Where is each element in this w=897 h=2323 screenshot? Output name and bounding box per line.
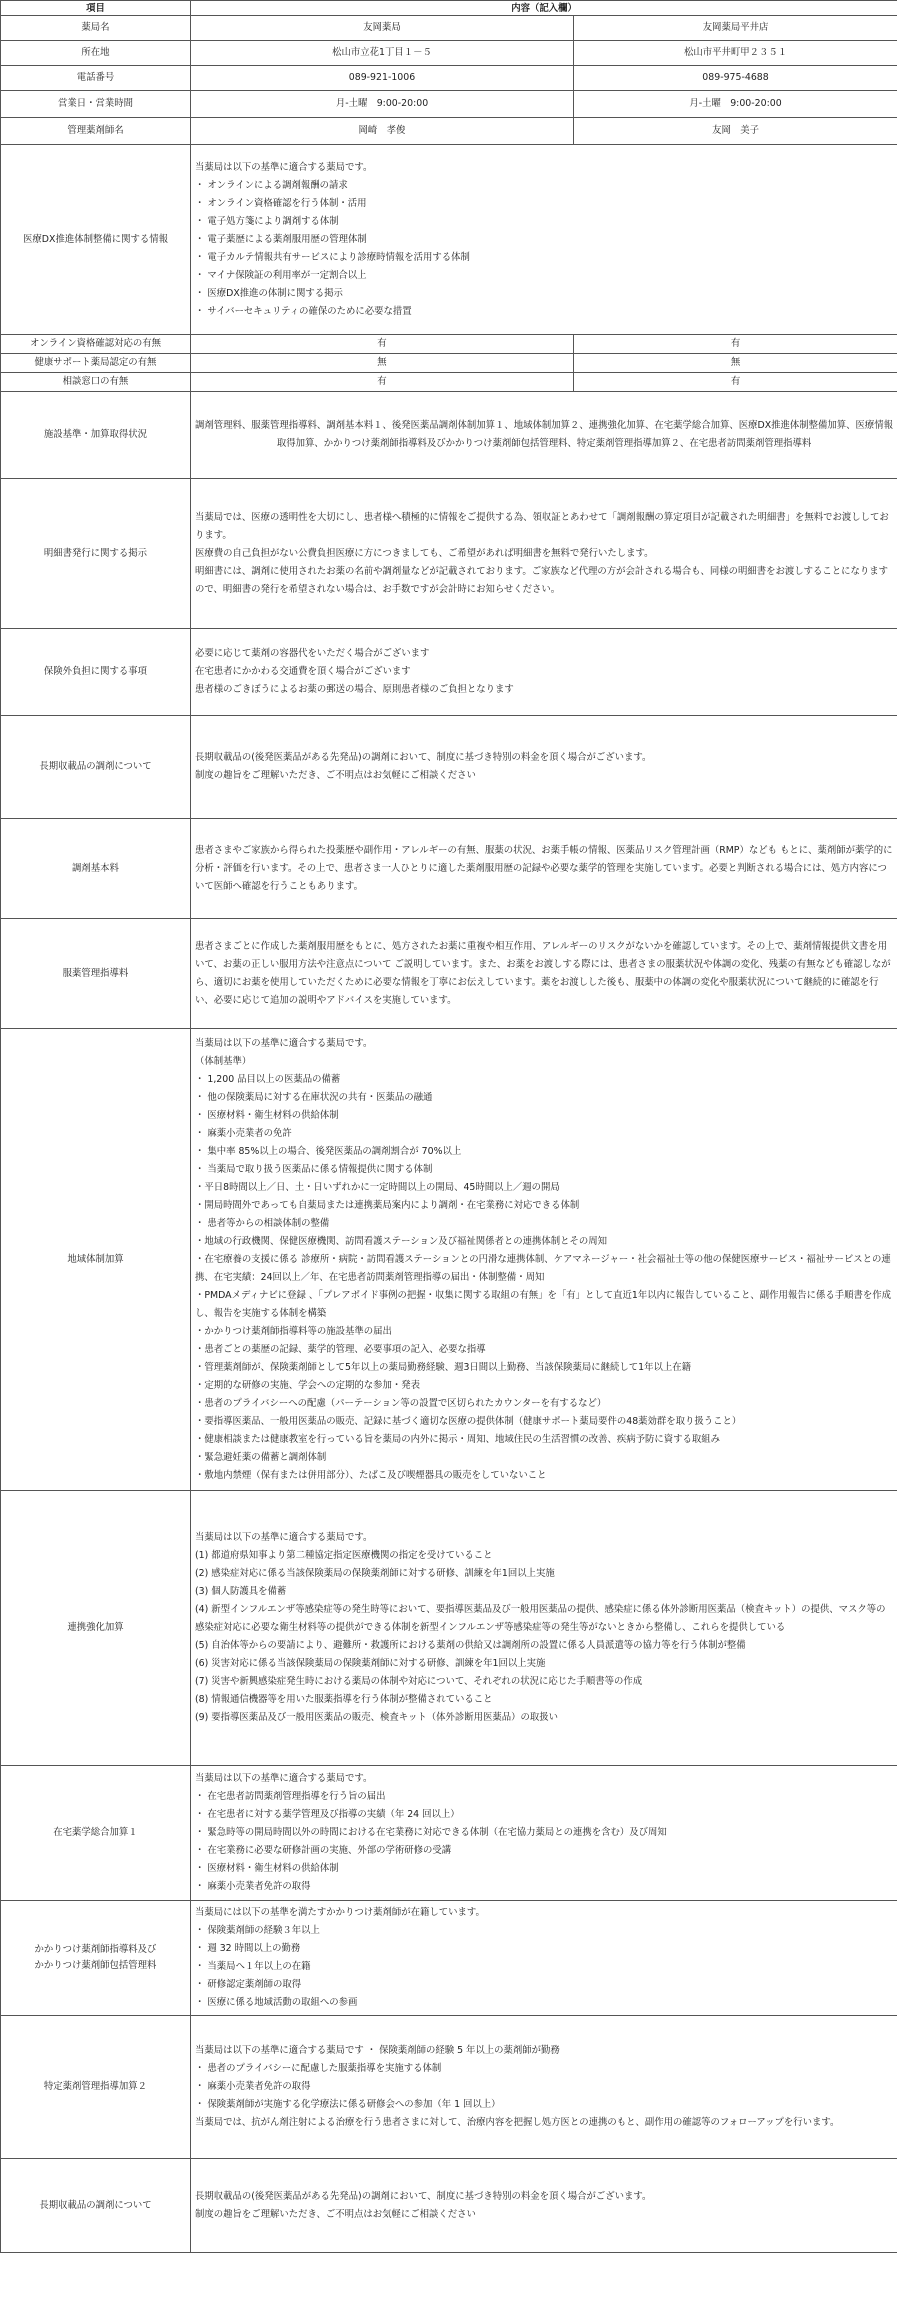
table-row bbox=[1, 716, 897, 819]
text-line: ・ 医療DX推進の体制に関する掲示 bbox=[195, 287, 343, 299]
store1-value: 月-土曜 9:00-20:00 bbox=[191, 91, 574, 118]
text-line: ・在宅療養の支援に係る 診療所・病院・訪問看護ステーションとの円滑な連携体制、ケアマネージャー・社会福祉士等の他の保健医療サービス・福祉サービスとの連携、在宅実績：24回以上／年、在宅患者訪問薬剤管理指導の届出・体制整備・周知 bbox=[195, 1253, 891, 1283]
row-label: 長期収載品の調剤について bbox=[1, 716, 191, 819]
text-line: ・ 電子薬歴による薬剤服用歴の管理体制 bbox=[195, 233, 367, 245]
text-line: ・ 在宅患者訪問薬剤管理指導を行う旨の届出 bbox=[195, 1791, 386, 1802]
row-label bbox=[1, 1901, 191, 2016]
row-label: 保険外負担に関する事項 bbox=[1, 629, 191, 716]
text-line: ・地域の行政機関、保健医療機関、訪問看護ステーション及び福祉関係者との連携体制とその周知 bbox=[195, 1235, 607, 1247]
facility-content: 調剤管理料、服薬管理指導料、調剤基本料１、後発医薬品調剤体制加算１、地域体制加算２、連携強化加算、在宅薬学総合加算、医療DX推進体制整備加算、医療情報取得加算、かかりつけ薬剤師指導料及びかかりつけ薬剤師包括管理料、特定薬剤管理指導加算２、在宅患者訪問薬剤管理指導料 bbox=[191, 392, 897, 479]
text-line: ・ サイバーセキュリティの確保のために必要な措置 bbox=[195, 305, 412, 317]
text-line: 必要に応じて薬剤の容器代をいただく場合がございます bbox=[195, 648, 430, 659]
row-label: 施設基準・加算取得状況 bbox=[1, 392, 191, 479]
store2-value: 友岡薬局平井店 bbox=[574, 16, 897, 41]
text-line: 患者様のごきぼうによるお薬の郵送の場合、原則患者様のご負担となります bbox=[195, 684, 514, 695]
header-row bbox=[1, 1, 897, 16]
table-row bbox=[1, 145, 897, 335]
text-line: (3) 個人防護具を備蓄 bbox=[195, 1586, 287, 1597]
store2-value: 無 bbox=[574, 354, 897, 373]
table-row bbox=[1, 91, 897, 118]
text-line: 当薬局は以下の基準に適合する薬局です。 bbox=[195, 1532, 373, 1543]
community-content bbox=[191, 1029, 897, 1491]
text-line: ・管理薬剤師が、保険薬剤師として5年以上の薬局勤務経験、週3日間以上勤務、当該保険薬局に継続して1年以上在籍 bbox=[195, 1361, 692, 1373]
text-line: ・緊急避妊薬の備蓄と調剤体制 bbox=[195, 1451, 327, 1463]
row-label: 長期収載品の調剤について bbox=[1, 2159, 191, 2253]
row-label: 連携強化加算 bbox=[1, 1491, 191, 1766]
row-label: 健康サポート薬局認定の有無 bbox=[1, 354, 191, 373]
longterm-content bbox=[191, 2159, 897, 2253]
dx-content bbox=[191, 145, 897, 335]
header-content: 内容（記入欄） bbox=[191, 1, 897, 16]
store2-value: 友岡 美子 bbox=[574, 118, 897, 145]
row-label: 在宅薬学総合加算１ bbox=[1, 1766, 191, 1901]
text-line: ・ 患者等からの相談体制の整備 bbox=[195, 1217, 330, 1229]
text-line: ・ 他の保険薬局に対する在庫状況の共有・医薬品の融通 bbox=[195, 1091, 433, 1103]
text-line: ・ 在宅業務に必要な研修計画の実施、外部の学術研修の受講 bbox=[195, 1845, 452, 1856]
text-line: （体制基準） bbox=[195, 1055, 252, 1067]
table-row bbox=[1, 335, 897, 354]
text-line: ・ 保険薬剤師が実施する化学療法に係る研修会への参加（年 1 回以上） bbox=[195, 2099, 501, 2110]
text-line: (1) 都道府県知事より第二種協定指定医療機関の指定を受けていること bbox=[195, 1550, 493, 1561]
text-line: 当薬局は以下の基準に適合する薬局です。 bbox=[195, 1037, 373, 1049]
text-line: 在宅患者にかかわる交通費を頂く場合がございます bbox=[195, 666, 411, 677]
text-line: ・ マイナ保険証の利用率が一定割合以上 bbox=[195, 269, 367, 281]
kakaritsuke-content bbox=[191, 1901, 897, 2016]
statement-content bbox=[191, 479, 897, 629]
table-row bbox=[1, 118, 897, 145]
text-line: ・ 当薬局へ１年以上の在籍 bbox=[195, 1961, 311, 1972]
table-row bbox=[1, 373, 897, 392]
text-line: 当薬局は以下の基準に適合する薬局です ・ 保険薬剤師の経験 5 年以上の薬剤師が勤務 bbox=[195, 2045, 560, 2056]
text-line: ・定期的な研修の実施、学会への定期的な参加・発表 bbox=[195, 1379, 421, 1391]
table-row bbox=[1, 1029, 897, 1491]
text-line: 医療費の自己負担がない公費負担医療に方につきましても、ご希望があれば明細書を無料で発行いたします。 bbox=[195, 547, 654, 559]
row-label: 管理薬剤師名 bbox=[1, 118, 191, 145]
text-line: ・ 在宅患者に対する薬学管理及び指導の実績（年 24 回以上） bbox=[195, 1809, 460, 1820]
store1-value: 有 bbox=[191, 373, 574, 392]
text-line: 当薬局には以下の基準を満たすかかりつけ薬剤師が在籍しています。 bbox=[195, 1907, 485, 1918]
text-line: (8) 情報通信機器等を用いた服薬指導を行う体制が整備されていること bbox=[195, 1694, 493, 1705]
label-line: かかりつけ薬剤師包括管理料 bbox=[34, 1960, 157, 1971]
text-line: ・ 集中率 85%以上の場合、後発医薬品の調剤割合が 70%以上 bbox=[195, 1145, 462, 1157]
text-line: ・患者ごとの薬歴の記録、薬学的管理、必要事項の記入、必要な指導 bbox=[195, 1343, 486, 1355]
row-label: 調剤基本料 bbox=[1, 819, 191, 919]
text-line: ・ 緊急時等の開局時間以外の時間における在宅業務に対応できる体制（在宅協力薬局との連携を含む）及び周知 bbox=[195, 1827, 667, 1838]
text-line: ・ 医療材料・衛生材料の供給体制 bbox=[195, 1863, 339, 1874]
table-row bbox=[1, 919, 897, 1029]
row-label: 相談窓口の有無 bbox=[1, 373, 191, 392]
row-label: 地域体制加算 bbox=[1, 1029, 191, 1491]
table-row bbox=[1, 16, 897, 41]
text-line: (2) 感染症対応に係る当該保険薬局の保険薬剤師に対する研修、訓練を年1回以上実施 bbox=[195, 1568, 555, 1579]
label-line: かかりつけ薬剤師指導料及び bbox=[34, 1944, 157, 1955]
table-row bbox=[1, 479, 897, 629]
text-line: ・ 保険薬剤師の経験３年以上 bbox=[195, 1925, 320, 1936]
store2-value: 月-土曜 9:00-20:00 bbox=[574, 91, 897, 118]
text-line: (9) 要指導医薬品及び一般用医薬品の販売、検査キット（体外診断用医薬品）の取扱い bbox=[195, 1712, 558, 1723]
store1-value: 089-921-1006 bbox=[191, 66, 574, 91]
text-line: ・健康相談または健康教室を行っている旨を薬局の内外に掲示・周知、地域住民の生活習慣の改善、疾病予防に資する取組み bbox=[195, 1433, 721, 1445]
table-row bbox=[1, 1766, 897, 1901]
header-item: 項目 bbox=[1, 1, 191, 16]
text-line: ・ 1,200 品目以上の医薬品の備蓄 bbox=[195, 1073, 341, 1085]
text-line: ・患者のプライバシーへの配慮（パーテーション等の設置で区切られたカウンターを有するなど） bbox=[195, 1397, 607, 1409]
text-line: ・ 週 32 時間以上の勤務 bbox=[195, 1943, 301, 1954]
table-row bbox=[1, 41, 897, 66]
text-line: 当薬局では、抗がん剤注射による治療を行う患者さまに対して、治療内容を把握し処方医との連携のもと、副作用の確認等のフォローアップを行います。 bbox=[195, 2117, 840, 2128]
store1-value: 有 bbox=[191, 335, 574, 354]
row-label: オンライン資格確認対応の有無 bbox=[1, 335, 191, 354]
store2-value: 松山市平井町甲２３５１ bbox=[574, 41, 897, 66]
text-line: ・ 医療材料・衛生材料の供給体制 bbox=[195, 1109, 339, 1121]
row-label: 所在地 bbox=[1, 41, 191, 66]
text-line: ・ 麻薬小売業者の免許 bbox=[195, 1127, 292, 1139]
table-row bbox=[1, 1491, 897, 1766]
store1-value: 松山市立花1丁目１－５ bbox=[191, 41, 574, 66]
table-row bbox=[1, 629, 897, 716]
text-line: ・ 患者のプライバシーに配慮した服薬指導を実施する体制 bbox=[195, 2063, 442, 2074]
text-line: 制度の趣旨をご理解いただき、ご不明点はお気軽にご相談ください bbox=[195, 770, 476, 781]
text-line: ・ 電子カルテ情報共有サービスにより診療時情報を活用する体制 bbox=[195, 251, 470, 263]
store2-value: 有 bbox=[574, 373, 897, 392]
homecare-content bbox=[191, 1766, 897, 1901]
row-label: 電話番号 bbox=[1, 66, 191, 91]
table-row bbox=[1, 66, 897, 91]
text-line: ・ 麻薬小売業者免許の取得 bbox=[195, 1881, 311, 1892]
row-label: 明細書発行に関する掲示 bbox=[1, 479, 191, 629]
text-line: 当薬局は以下の基準に適合する薬局です。 bbox=[195, 1773, 373, 1784]
table-row bbox=[1, 1901, 897, 2016]
text-line: ・PMDAメディナビに登録 、「プレアボイド事例の把握・収集に関する取組の有無」を「有」として直近1年以内に報告していること、副作用報告に係る手順書を作成し、報告を実施する体制を構築 bbox=[195, 1289, 891, 1319]
row-label: 薬局名 bbox=[1, 16, 191, 41]
text-line: 長期収載品の(後発医薬品がある先発品)の調剤において、制度に基づき特別の料金を頂く場合がございます。 bbox=[195, 2190, 652, 2202]
longterm-content bbox=[191, 716, 897, 819]
specific-content bbox=[191, 2016, 897, 2159]
row-label: 特定薬剤管理指導加算２ bbox=[1, 2016, 191, 2159]
text-line: ・かかりつけ薬剤師指導料等の施設基準の届出 bbox=[195, 1325, 392, 1337]
text-line: 明細書には、調剤に使用されたお薬の名前や調剤量などが記載されております。ご家族など代理の方が会計される場合も、同様の明細書をお渡しすることになりますので、明細書の発行を希望されない場合は、お手数ですが会計時にお知らせください。 bbox=[195, 565, 889, 595]
table-row bbox=[1, 354, 897, 373]
row-label: 服薬管理指導料 bbox=[1, 919, 191, 1029]
guidance-fee-content: 患者さまごとに作成した薬剤服用歴をもとに、処方されたお薬に重複や相互作用、アレルギーのリスクがないかを確認しています。その上で、薬剤情報提供文書を用いて、お薬の正しい服用方法や注意点について ご説明しています。また、お薬をお渡しする際には、患者さまの服薬状況や体調の変化、残薬の有無なども確認しながら、適切にお薬を使用していただくために必要な情報を丁寧にお伝えしています。薬をお渡しした後も、服薬中の体調の変化や服薬状況について継続的に確認を行い、必要に応じて追加の説明やアドバイスを実施しています。 bbox=[191, 919, 897, 1029]
text-line: 制度の趣旨をご理解いただき、ご不明点はお気軽にご相談ください bbox=[195, 2208, 476, 2220]
store2-value: 089-975-4688 bbox=[574, 66, 897, 91]
text-line: ・ オンライン資格確認を行う体制・活用 bbox=[195, 197, 367, 209]
store1-value: 友岡薬局 bbox=[191, 16, 574, 41]
row-label: 医療DX推進体制整備に関する情報 bbox=[1, 145, 191, 335]
text-line: ・ 電子処方箋により調剤する体制 bbox=[195, 215, 339, 227]
text-line: ・ 当薬局で取り扱う医薬品に係る情報提供に関する体制 bbox=[195, 1163, 433, 1175]
text-line: 当薬局では、医療の透明性を大切にし、患者様へ積極的に情報をご提供する為、領収証とあわせて「調剤報酬の算定項目が記載された明細書」を無料でお渡ししております。 bbox=[195, 511, 889, 541]
store1-value: 岡崎 孝俊 bbox=[191, 118, 574, 145]
text-line: ・開局時間外であっても自薬局または連携薬局案内により調剤・在宅業務に対応できる体制 bbox=[195, 1199, 580, 1211]
text-line: ・ 医療に係る地域活動の取組への参画 bbox=[195, 1997, 358, 2008]
text-line: (6) 災害対応に係る当該保険薬局の保険薬剤師に対する研修、訓練を年1回以上実施 bbox=[195, 1658, 546, 1669]
text-line: 当薬局は以下の基準に適合する薬局です。 bbox=[195, 161, 373, 173]
cooperation-content bbox=[191, 1491, 897, 1766]
basic-fee-content: 患者さまやご家族から得られた投薬歴や副作用・アレルギーの有無、服薬の状況、お薬手帳の情報、医薬品リスク管理計画（RMP）なども もとに、薬剤師が薬学的に分析・評価を行います。その上で、患者さま一人ひとりに適した薬剤服用歴の記録や必要な薬学的管理を実施しています。必要と判断される場合には、処方内容について医師へ確認を行うこともあります。 bbox=[191, 819, 897, 919]
text-line: ・ オンラインによる調剤報酬の請求 bbox=[195, 179, 348, 191]
text-line: ・敷地内禁煙（保有または併用部分）、たばこ及び喫煙器具の販売をしていないこと bbox=[195, 1469, 547, 1481]
text-line: ・ 麻薬小売業者免許の取得 bbox=[195, 2081, 311, 2092]
table-row bbox=[1, 2159, 897, 2253]
store2-value: 有 bbox=[574, 335, 897, 354]
table-row bbox=[1, 392, 897, 479]
row-label: 営業日・営業時間 bbox=[1, 91, 191, 118]
text-line: (4) 新型インフルエンザ等感染症等の発生時等において、要指導医薬品及び一般用医薬品の提供、感染症に係る体外診断用医薬品（検査キット）の提供、マスク等の感染症対応に必要な衛生材料等の提供ができる体制を新型インフルエンザ等感染症等の発生等がないときから整備し、これらを提供している bbox=[195, 1604, 886, 1633]
text-line: 長期収載品の(後発医薬品がある先発品)の調剤において、制度に基づき特別の料金を頂く場合がございます。 bbox=[195, 752, 652, 763]
text-line: ・要指導医薬品、一般用医薬品の販売、記録に基づく適切な医療の提供体制（健康サポート薬局要件の48薬効群を取り扱うこと） bbox=[195, 1415, 742, 1427]
table-row bbox=[1, 2016, 897, 2159]
text-line: ・平日8時間以上／日、土・日いずれかに一定時間以上の開局、45時間以上／週の開局 bbox=[195, 1181, 560, 1193]
insurance-content bbox=[191, 629, 897, 716]
text-line: ・ 研修認定薬剤師の取得 bbox=[195, 1979, 302, 1990]
store1-value: 無 bbox=[191, 354, 574, 373]
text-line: (7) 災害や新興感染症発生時における薬局の体制や対応について、それぞれの状況に応じた手順書等の作成 bbox=[195, 1676, 643, 1687]
text-line: (5) 自治体等からの要請により、避難所・救護所における薬剤の供給又は調剤所の設置に係る人員派遣等の協力等を行う体制が整備 bbox=[195, 1640, 746, 1651]
table-row bbox=[1, 819, 897, 919]
